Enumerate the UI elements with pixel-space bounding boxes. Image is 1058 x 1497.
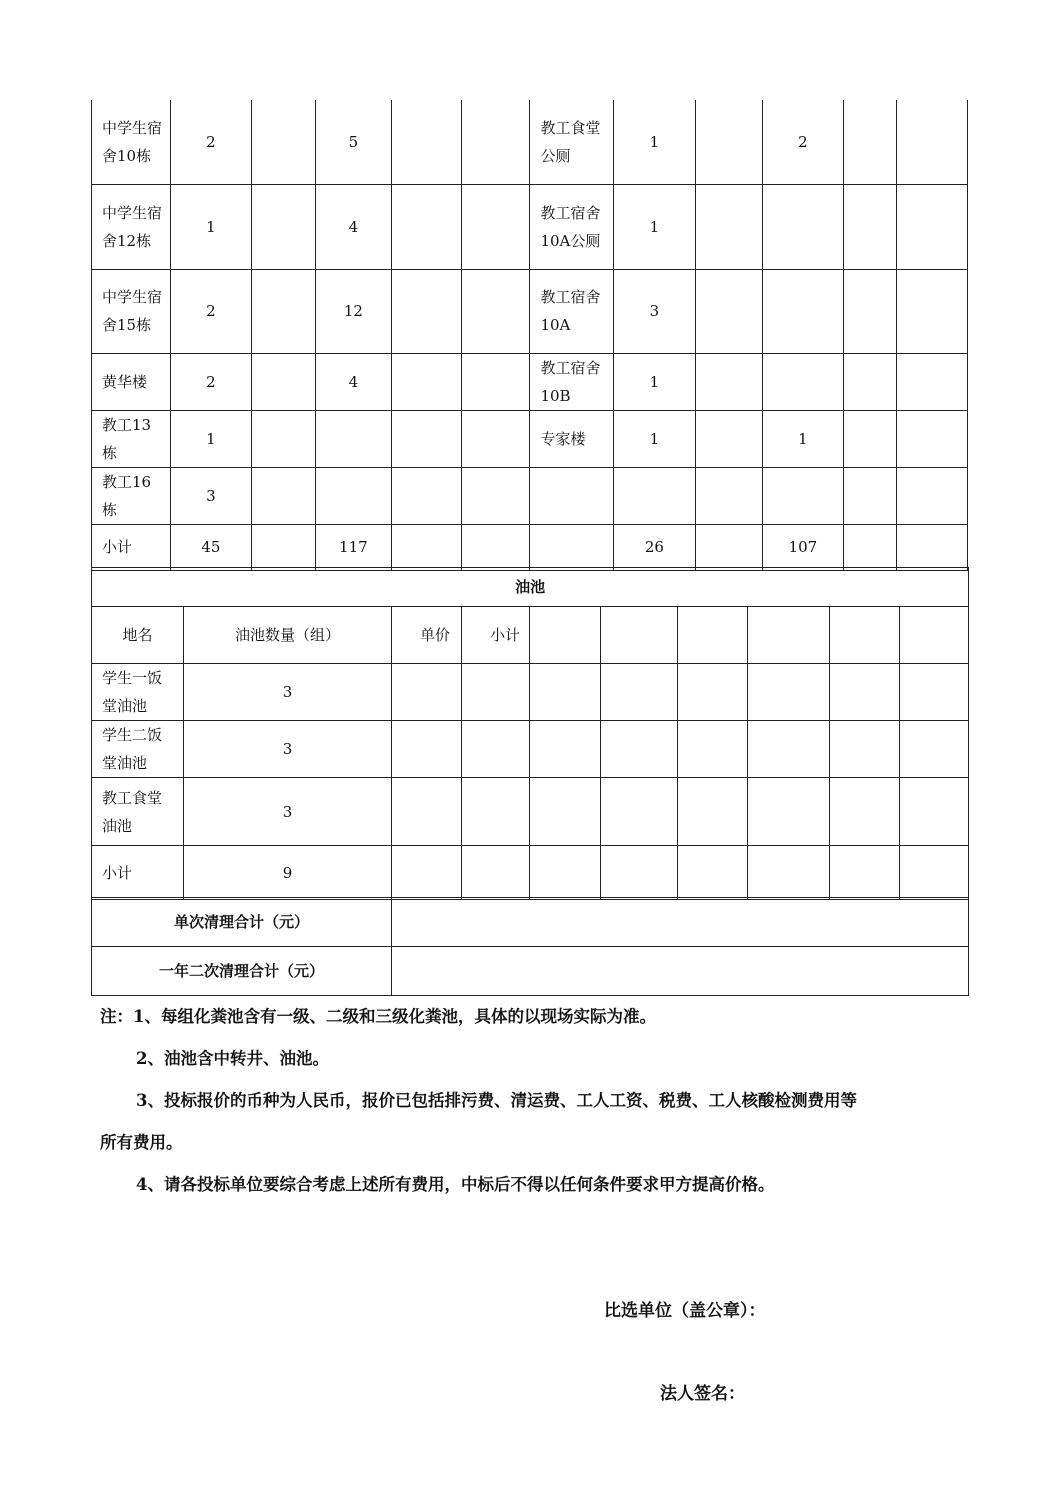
empty-cell	[748, 607, 830, 664]
empty-cell	[678, 721, 748, 778]
location-name-cell: 中学生宿舍15栋	[92, 269, 171, 353]
value-cell	[763, 184, 843, 269]
yearly-total-value	[392, 947, 969, 996]
oil-tank-table	[91, 567, 969, 900]
empty-cell	[462, 664, 530, 721]
value-cell	[251, 410, 315, 467]
value-cell: 1	[613, 353, 695, 410]
single-total-label: 单次清理合计（元）	[92, 898, 392, 947]
value-cell	[843, 524, 896, 570]
value-cell	[696, 524, 763, 570]
value-cell	[462, 269, 530, 353]
empty-cell	[601, 778, 678, 846]
note-1: 注：1、每组化粪池含有一级、二级和三级化粪池，具体的以现场实际为准。	[100, 1007, 656, 1026]
header-place: 地名	[92, 607, 184, 664]
value-cell	[251, 184, 315, 269]
empty-cell	[601, 846, 678, 900]
oil-quantity: 3	[184, 721, 392, 778]
value-cell: 3	[613, 269, 695, 353]
header-subtotal: 小计	[462, 607, 530, 664]
bidder-seal-label: 比选单位（盖公章）：	[604, 1301, 766, 1321]
value-cell	[896, 467, 967, 524]
location-name-cell: 教工宿舍10A	[530, 269, 613, 353]
table-row	[92, 410, 968, 467]
totals-table	[91, 897, 969, 996]
value-cell	[843, 353, 896, 410]
empty-cell	[678, 778, 748, 846]
value-cell	[843, 100, 896, 184]
value-cell	[251, 353, 315, 410]
location-name-cell: 教工16栋	[92, 467, 171, 524]
value-cell: 1	[763, 410, 843, 467]
table-row	[92, 778, 969, 846]
table-row	[92, 353, 968, 410]
empty-cell	[830, 846, 900, 900]
value-cell: 4	[315, 353, 391, 410]
location-name-cell: 中学生宿舍12栋	[92, 184, 171, 269]
value-cell	[896, 184, 967, 269]
header-quantity: 油池数量（组）	[184, 607, 392, 664]
value-cell	[462, 353, 530, 410]
location-name-cell	[530, 524, 613, 570]
value-cell	[251, 269, 315, 353]
empty-cell	[392, 778, 462, 846]
value-cell	[462, 467, 530, 524]
location-name-cell	[530, 467, 613, 524]
value-cell: 12	[315, 269, 391, 353]
empty-cell	[530, 778, 601, 846]
value-cell	[763, 353, 843, 410]
empty-cell	[748, 846, 830, 900]
oil-quantity: 3	[184, 778, 392, 846]
value-cell	[896, 524, 967, 570]
septic-table	[91, 100, 968, 571]
table-row	[92, 846, 969, 900]
value-cell: 5	[315, 100, 391, 184]
table-row	[92, 184, 968, 269]
value-cell: 3	[171, 467, 251, 524]
oil-quantity: 3	[184, 664, 392, 721]
value-cell: 1	[613, 100, 695, 184]
value-cell	[392, 524, 462, 570]
empty-cell	[900, 607, 969, 664]
value-cell	[896, 410, 967, 467]
value-cell	[315, 467, 391, 524]
empty-cell	[748, 721, 830, 778]
empty-cell	[392, 846, 462, 900]
value-cell	[696, 467, 763, 524]
value-cell	[392, 269, 462, 353]
single-total-value	[392, 898, 969, 947]
value-cell	[843, 467, 896, 524]
empty-cell	[900, 778, 969, 846]
value-cell	[763, 269, 843, 353]
value-cell: 45	[171, 524, 251, 570]
empty-cell	[392, 664, 462, 721]
location-name-cell: 教工食堂公厕	[530, 100, 613, 184]
value-cell	[392, 467, 462, 524]
value-cell	[763, 467, 843, 524]
value-cell	[392, 100, 462, 184]
empty-cell	[462, 721, 530, 778]
note-4: 4、请各投标单位要综合考虑上述所有费用，中标后不得以任何条件要求甲方提高价格。	[136, 1175, 775, 1194]
value-cell	[896, 353, 967, 410]
value-cell: 1	[613, 184, 695, 269]
value-cell	[696, 100, 763, 184]
value-cell	[315, 410, 391, 467]
table-row	[92, 269, 968, 353]
value-cell: 107	[763, 524, 843, 570]
empty-cell	[900, 846, 969, 900]
table-row	[92, 524, 968, 570]
value-cell	[696, 410, 763, 467]
value-cell: 2	[171, 353, 251, 410]
empty-cell	[748, 664, 830, 721]
value-cell: 1	[171, 410, 251, 467]
empty-cell	[601, 607, 678, 664]
empty-cell	[678, 846, 748, 900]
value-cell	[462, 524, 530, 570]
empty-cell	[601, 721, 678, 778]
value-cell	[251, 467, 315, 524]
location-name-cell: 黄华楼	[92, 353, 171, 410]
empty-cell	[462, 846, 530, 900]
value-cell: 117	[315, 524, 391, 570]
value-cell	[843, 269, 896, 353]
value-cell	[462, 184, 530, 269]
location-name-cell: 专家楼	[530, 410, 613, 467]
empty-cell	[830, 721, 900, 778]
oil-quantity: 9	[184, 846, 392, 900]
empty-cell	[830, 607, 900, 664]
empty-cell	[530, 721, 601, 778]
value-cell	[392, 184, 462, 269]
location-name-cell: 中学生宿舍10栋	[92, 100, 171, 184]
oil-location-name: 学生一饭堂油池	[92, 664, 184, 721]
value-cell	[696, 184, 763, 269]
value-cell: 26	[613, 524, 695, 570]
value-cell	[251, 524, 315, 570]
location-name-cell: 教工13栋	[92, 410, 171, 467]
empty-cell	[462, 778, 530, 846]
value-cell	[613, 467, 695, 524]
value-cell	[462, 100, 530, 184]
empty-cell	[748, 778, 830, 846]
empty-cell	[392, 721, 462, 778]
legal-signature-label: 法人签名：	[660, 1384, 745, 1404]
table-row	[92, 721, 969, 778]
value-cell: 1	[171, 184, 251, 269]
empty-cell	[900, 664, 969, 721]
value-cell	[251, 100, 315, 184]
empty-cell	[830, 778, 900, 846]
empty-cell	[601, 664, 678, 721]
value-cell: 1	[613, 410, 695, 467]
oil-section-title: 油池	[92, 568, 969, 607]
oil-location-name: 教工食堂油池	[92, 778, 184, 846]
value-cell	[392, 410, 462, 467]
value-cell	[896, 100, 967, 184]
table-row	[92, 664, 969, 721]
oil-location-name: 学生二饭堂油池	[92, 721, 184, 778]
empty-cell	[900, 721, 969, 778]
value-cell	[896, 269, 967, 353]
value-cell	[843, 410, 896, 467]
value-cell	[462, 410, 530, 467]
note-3b: 所有费用。	[100, 1133, 183, 1152]
empty-cell	[678, 607, 748, 664]
value-cell: 2	[171, 269, 251, 353]
location-name-cell: 教工宿舍10B	[530, 353, 613, 410]
value-cell	[843, 184, 896, 269]
empty-cell	[530, 664, 601, 721]
empty-cell	[678, 664, 748, 721]
notes-block	[100, 996, 960, 1206]
value-cell: 2	[171, 100, 251, 184]
value-cell	[696, 269, 763, 353]
empty-cell	[830, 664, 900, 721]
yearly-total-label: 一年二次清理合计（元）	[92, 947, 392, 996]
table-row	[92, 100, 968, 184]
value-cell: 2	[763, 100, 843, 184]
location-name-cell: 小计	[92, 524, 171, 570]
value-cell	[696, 353, 763, 410]
note-2: 2、油池含中转井、油池。	[136, 1049, 329, 1068]
table-row	[92, 467, 968, 524]
value-cell	[392, 353, 462, 410]
empty-cell	[530, 607, 601, 664]
empty-cell	[530, 846, 601, 900]
location-name-cell: 教工宿舍10A公厕	[530, 184, 613, 269]
value-cell: 4	[315, 184, 391, 269]
note-3a: 3、投标报价的币种为人民币，报价已包括排污费、清运费、工人工资、税费、工人核酸检测费用等	[136, 1091, 857, 1110]
header-unit-price: 单价	[392, 607, 462, 664]
oil-location-name: 小计	[92, 846, 184, 900]
